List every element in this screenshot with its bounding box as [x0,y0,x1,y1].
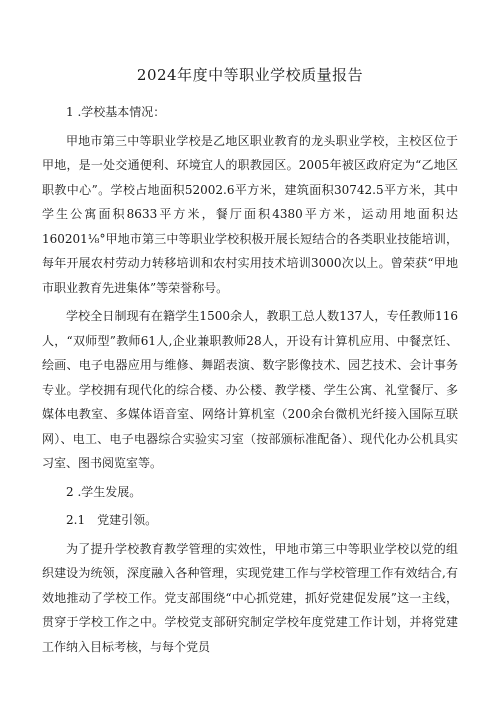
subsection-2-1-heading: 2.1 党建引领。 [66,513,158,527]
school-overview-paragraph: 甲地市第三中等职业学校是乙地区职业教育的龙头职业学校，主校区位于甲地，是一处交通便利、环境宜人的职教园区。2005年被区政府定为“乙地区职教中心”。学校占地面积52002.6平方米，建筑面积30742.5平方米，其中学生公寓面积8633平方米，餐厅面积4380平方米，运动用地面积达160201⅛°甲地市第三中等职业学校积极开展长短结合的各类职业技能培训，每年开展农村劳动力转移培训和农村实用技术培训3000次以上。曾荣获“甲地市职业教育先进集体”等荣誉称号。 [42,133,458,295]
document-title: 2024年度中等职业学校质量报告 [136,66,364,84]
staff-and-facilities-paragraph: 学校全日制现有在籍学生1500余人，教职工总人数137人，专任教师116人，“双师型”教师61人,企业兼职教师28人，开设有计算机应用、中餐烹饪、绘画、电子电器应用与维修、舞蹈表演、数字影像技术、园艺技术、会计事务专业。学校拥有现代化的综合楼、办公楼、教学楼、学生公寓、礼堂餐厅、多媒体电教室、多媒体语音室、网络计算机室（200余台微机光纤接入国际互联网）、电工、电子电器综合实验实习室（按部颁标准配备）、现代化办公机具实习室、图书阅览室等。 [42,309,458,470]
section-1-heading: 1 .学校基本情况： [66,105,166,119]
party-building-paragraph: 为了提升学校教育教学管理的实效性，甲地市第三中等职业学校以党的组织建设为统领，深度融入各种管理，实现党建工作与学校管理工作有效结合,有效地推动了学校工作。党支部围绕“中心抓党建，抓好党建促发展”这一主线，贯穿于学校工作之中。学校党支部研究制定学校年度党建工作计划，并将党建工作纳入目标考核，与每个党员 [42,541,458,654]
section-2-heading: 2 .学生发展。 [66,484,142,499]
